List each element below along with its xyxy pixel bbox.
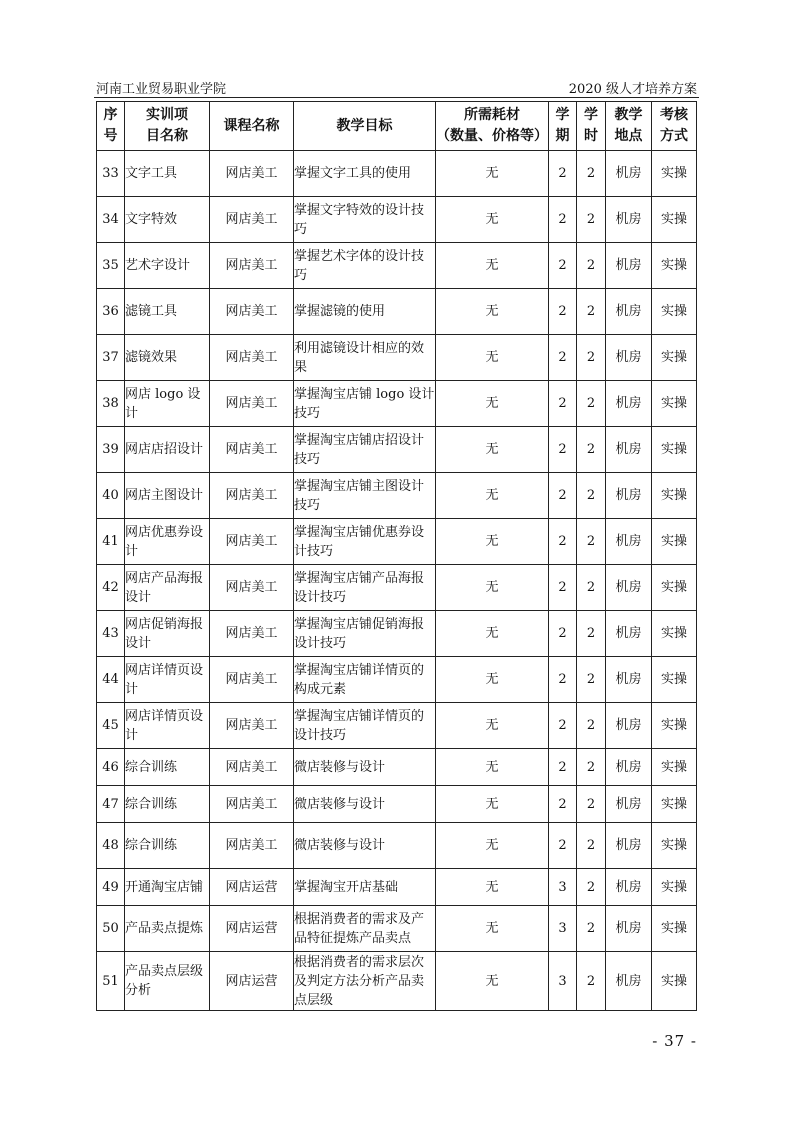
cell-goal: 掌握淘宝店铺主图设计技巧 — [294, 473, 436, 519]
cell-course: 网店美工 — [210, 611, 294, 657]
cell-hours: 2 — [577, 381, 606, 427]
cell-no: 49 — [97, 869, 125, 906]
cell-project: 艺术字设计 — [125, 243, 210, 289]
table-row — [97, 519, 697, 565]
cell-hours: 2 — [577, 565, 606, 611]
cell-no: 43 — [97, 611, 125, 657]
cell-location: 机房 — [606, 786, 652, 823]
cell-project: 网店店招设计 — [125, 427, 210, 473]
cell-no: 35 — [97, 243, 125, 289]
header-divider — [94, 97, 699, 98]
cell-location: 机房 — [606, 197, 652, 243]
table-row — [97, 197, 697, 243]
cell-term: 2 — [549, 823, 577, 869]
cell-no: 47 — [97, 786, 125, 823]
table-body — [97, 151, 697, 1011]
header-assessment: 考核 方式 — [652, 102, 697, 151]
table-row — [97, 381, 697, 427]
cell-hours: 2 — [577, 749, 606, 786]
cell-project: 综合训练 — [125, 786, 210, 823]
cell-no: 38 — [97, 381, 125, 427]
cell-course: 网店美工 — [210, 565, 294, 611]
cell-hours: 2 — [577, 151, 606, 197]
cell-project: 产品卖点层级分析 — [125, 952, 210, 1011]
cell-hours: 2 — [577, 703, 606, 749]
table-row — [97, 565, 697, 611]
cell-hours: 2 — [577, 197, 606, 243]
cell-materials: 无 — [436, 749, 549, 786]
table-row — [97, 952, 697, 1011]
cell-location: 机房 — [606, 565, 652, 611]
header-hours: 学 时 — [577, 102, 606, 151]
cell-assessment: 实操 — [652, 335, 697, 381]
header-course: 课程名称 — [210, 102, 294, 151]
table-row — [97, 906, 697, 952]
cell-goal: 掌握淘宝店铺优惠券设计技巧 — [294, 519, 436, 565]
cell-location: 机房 — [606, 473, 652, 519]
table-row — [97, 611, 697, 657]
cell-location: 机房 — [606, 151, 652, 197]
training-projects-table — [96, 101, 697, 1011]
header-goal: 教学目标 — [294, 102, 436, 151]
cell-assessment: 实操 — [652, 381, 697, 427]
table-row — [97, 473, 697, 519]
cell-project: 开通淘宝店铺 — [125, 869, 210, 906]
header-location: 教学 地点 — [606, 102, 652, 151]
cell-term: 2 — [549, 749, 577, 786]
cell-no: 45 — [97, 703, 125, 749]
header-materials: 所需耗材 （数量、价格等） — [436, 102, 549, 151]
cell-course: 网店运营 — [210, 952, 294, 1011]
cell-assessment: 实操 — [652, 565, 697, 611]
table-row — [97, 243, 697, 289]
cell-project: 滤镜效果 — [125, 335, 210, 381]
cell-course: 网店美工 — [210, 749, 294, 786]
cell-goal: 微店装修与设计 — [294, 823, 436, 869]
cell-project: 综合训练 — [125, 823, 210, 869]
cell-term: 2 — [549, 381, 577, 427]
cell-no: 41 — [97, 519, 125, 565]
cell-materials: 无 — [436, 335, 549, 381]
cell-course: 网店美工 — [210, 151, 294, 197]
cell-course: 网店运营 — [210, 869, 294, 906]
table-row — [97, 703, 697, 749]
cell-assessment: 实操 — [652, 749, 697, 786]
cell-course: 网店运营 — [210, 906, 294, 952]
cell-location: 机房 — [606, 427, 652, 473]
cell-materials: 无 — [436, 952, 549, 1011]
cell-no: 46 — [97, 749, 125, 786]
cell-goal: 掌握艺术字体的设计技巧 — [294, 243, 436, 289]
cell-hours: 2 — [577, 786, 606, 823]
cell-hours: 2 — [577, 335, 606, 381]
cell-term: 2 — [549, 611, 577, 657]
cell-course: 网店美工 — [210, 381, 294, 427]
cell-assessment: 实操 — [652, 703, 697, 749]
cell-hours: 2 — [577, 869, 606, 906]
table-row — [97, 289, 697, 335]
cell-hours: 2 — [577, 289, 606, 335]
cell-no: 44 — [97, 657, 125, 703]
cell-goal: 掌握淘宝开店基础 — [294, 869, 436, 906]
cell-goal: 掌握淘宝店铺详情页的构成元素 — [294, 657, 436, 703]
cell-materials: 无 — [436, 869, 549, 906]
cell-assessment: 实操 — [652, 243, 697, 289]
cell-materials: 无 — [436, 243, 549, 289]
cell-materials: 无 — [436, 473, 549, 519]
cell-hours: 2 — [577, 427, 606, 473]
cell-assessment: 实操 — [652, 519, 697, 565]
cell-term: 2 — [549, 243, 577, 289]
cell-term: 3 — [549, 869, 577, 906]
cell-materials: 无 — [436, 519, 549, 565]
cell-location: 机房 — [606, 952, 652, 1011]
cell-term: 2 — [549, 427, 577, 473]
cell-assessment: 实操 — [652, 657, 697, 703]
cell-assessment: 实操 — [652, 823, 697, 869]
cell-location: 机房 — [606, 703, 652, 749]
cell-materials: 无 — [436, 197, 549, 243]
cell-term: 3 — [549, 952, 577, 1011]
header-no: 序 号 — [97, 102, 125, 151]
cell-goal: 微店装修与设计 — [294, 749, 436, 786]
cell-goal: 微店装修与设计 — [294, 786, 436, 823]
table-row — [97, 427, 697, 473]
cell-no: 33 — [97, 151, 125, 197]
cell-project: 网店详情页设计 — [125, 703, 210, 749]
cell-goal: 掌握淘宝店铺 logo 设计技巧 — [294, 381, 436, 427]
table-row — [97, 657, 697, 703]
cell-no: 34 — [97, 197, 125, 243]
cell-assessment: 实操 — [652, 952, 697, 1011]
cell-project: 文字特效 — [125, 197, 210, 243]
cell-materials: 无 — [436, 657, 549, 703]
cell-course: 网店美工 — [210, 703, 294, 749]
table-row — [97, 749, 697, 786]
cell-goal: 掌握淘宝店铺促销海报设计技巧 — [294, 611, 436, 657]
cell-materials: 无 — [436, 565, 549, 611]
table-row — [97, 823, 697, 869]
cell-term: 2 — [549, 565, 577, 611]
cell-project: 滤镜工具 — [125, 289, 210, 335]
cell-assessment: 实操 — [652, 473, 697, 519]
cell-goal: 掌握淘宝店铺产品海报设计技巧 — [294, 565, 436, 611]
cell-assessment: 实操 — [652, 869, 697, 906]
cell-course: 网店美工 — [210, 823, 294, 869]
cell-hours: 2 — [577, 519, 606, 565]
cell-location: 机房 — [606, 519, 652, 565]
cell-project: 网店优惠券设计 — [125, 519, 210, 565]
cell-location: 机房 — [606, 657, 652, 703]
cell-term: 2 — [549, 657, 577, 703]
cell-term: 2 — [549, 786, 577, 823]
cell-goal: 掌握淘宝店铺详情页的设计技巧 — [294, 703, 436, 749]
page-header-title: 2020 级人才培养方案 — [568, 82, 697, 97]
table-row — [97, 151, 697, 197]
cell-hours: 2 — [577, 952, 606, 1011]
cell-goal: 掌握滤镜的使用 — [294, 289, 436, 335]
cell-term: 3 — [549, 906, 577, 952]
cell-location: 机房 — [606, 749, 652, 786]
cell-project: 综合训练 — [125, 749, 210, 786]
cell-location: 机房 — [606, 869, 652, 906]
cell-term: 2 — [549, 519, 577, 565]
cell-materials: 无 — [436, 611, 549, 657]
cell-course: 网店美工 — [210, 473, 294, 519]
cell-course: 网店美工 — [210, 197, 294, 243]
cell-course: 网店美工 — [210, 786, 294, 823]
cell-course: 网店美工 — [210, 427, 294, 473]
cell-term: 2 — [549, 703, 577, 749]
cell-project: 文字工具 — [125, 151, 210, 197]
cell-course: 网店美工 — [210, 657, 294, 703]
table-row — [97, 786, 697, 823]
cell-term: 2 — [549, 289, 577, 335]
cell-assessment: 实操 — [652, 786, 697, 823]
cell-assessment: 实操 — [652, 427, 697, 473]
cell-term: 2 — [549, 151, 577, 197]
cell-goal: 根据消费者的需求及产品特征提炼产品卖点 — [294, 906, 436, 952]
cell-hours: 2 — [577, 823, 606, 869]
cell-course: 网店美工 — [210, 289, 294, 335]
cell-assessment: 实操 — [652, 289, 697, 335]
header-project: 实训项 目名称 — [125, 102, 210, 151]
cell-materials: 无 — [436, 786, 549, 823]
cell-project: 网店详情页设计 — [125, 657, 210, 703]
cell-no: 51 — [97, 952, 125, 1011]
cell-location: 机房 — [606, 823, 652, 869]
cell-hours: 2 — [577, 243, 606, 289]
cell-course: 网店美工 — [210, 519, 294, 565]
cell-assessment: 实操 — [652, 197, 697, 243]
cell-no: 48 — [97, 823, 125, 869]
cell-term: 2 — [549, 197, 577, 243]
header-term: 学 期 — [549, 102, 577, 151]
cell-location: 机房 — [606, 243, 652, 289]
cell-location: 机房 — [606, 381, 652, 427]
cell-location: 机房 — [606, 335, 652, 381]
table-row — [97, 869, 697, 906]
cell-project: 网店产品海报设计 — [125, 565, 210, 611]
cell-hours: 2 — [577, 906, 606, 952]
cell-no: 37 — [97, 335, 125, 381]
cell-assessment: 实操 — [652, 906, 697, 952]
cell-goal: 掌握文字工具的使用 — [294, 151, 436, 197]
cell-no: 50 — [97, 906, 125, 952]
cell-course: 网店美工 — [210, 243, 294, 289]
cell-term: 2 — [549, 335, 577, 381]
cell-materials: 无 — [436, 289, 549, 335]
cell-materials: 无 — [436, 427, 549, 473]
cell-project: 网店促销海报设计 — [125, 611, 210, 657]
cell-project: 网店主图设计 — [125, 473, 210, 519]
cell-location: 机房 — [606, 906, 652, 952]
cell-project: 网店 logo 设计 — [125, 381, 210, 427]
cell-materials: 无 — [436, 823, 549, 869]
cell-materials: 无 — [436, 381, 549, 427]
cell-no: 36 — [97, 289, 125, 335]
page-number: - 37 - — [652, 1032, 697, 1050]
table-header-row — [97, 102, 697, 151]
cell-course: 网店美工 — [210, 335, 294, 381]
cell-goal: 利用滤镜设计相应的效果 — [294, 335, 436, 381]
cell-no: 40 — [97, 473, 125, 519]
cell-goal: 掌握文字特效的设计技巧 — [294, 197, 436, 243]
cell-goal: 掌握淘宝店铺店招设计技巧 — [294, 427, 436, 473]
cell-hours: 2 — [577, 657, 606, 703]
table-row — [97, 335, 697, 381]
cell-location: 机房 — [606, 611, 652, 657]
page-header-school: 河南工业贸易职业学院 — [96, 82, 227, 97]
cell-assessment: 实操 — [652, 151, 697, 197]
cell-materials: 无 — [436, 906, 549, 952]
cell-project: 产品卖点提炼 — [125, 906, 210, 952]
cell-no: 42 — [97, 565, 125, 611]
cell-term: 2 — [549, 473, 577, 519]
cell-materials: 无 — [436, 703, 549, 749]
cell-hours: 2 — [577, 473, 606, 519]
cell-assessment: 实操 — [652, 611, 697, 657]
cell-no: 39 — [97, 427, 125, 473]
cell-materials: 无 — [436, 151, 549, 197]
cell-goal: 根据消费者的需求层次及判定方法分析产品卖点层级 — [294, 952, 436, 1011]
cell-location: 机房 — [606, 289, 652, 335]
cell-hours: 2 — [577, 611, 606, 657]
